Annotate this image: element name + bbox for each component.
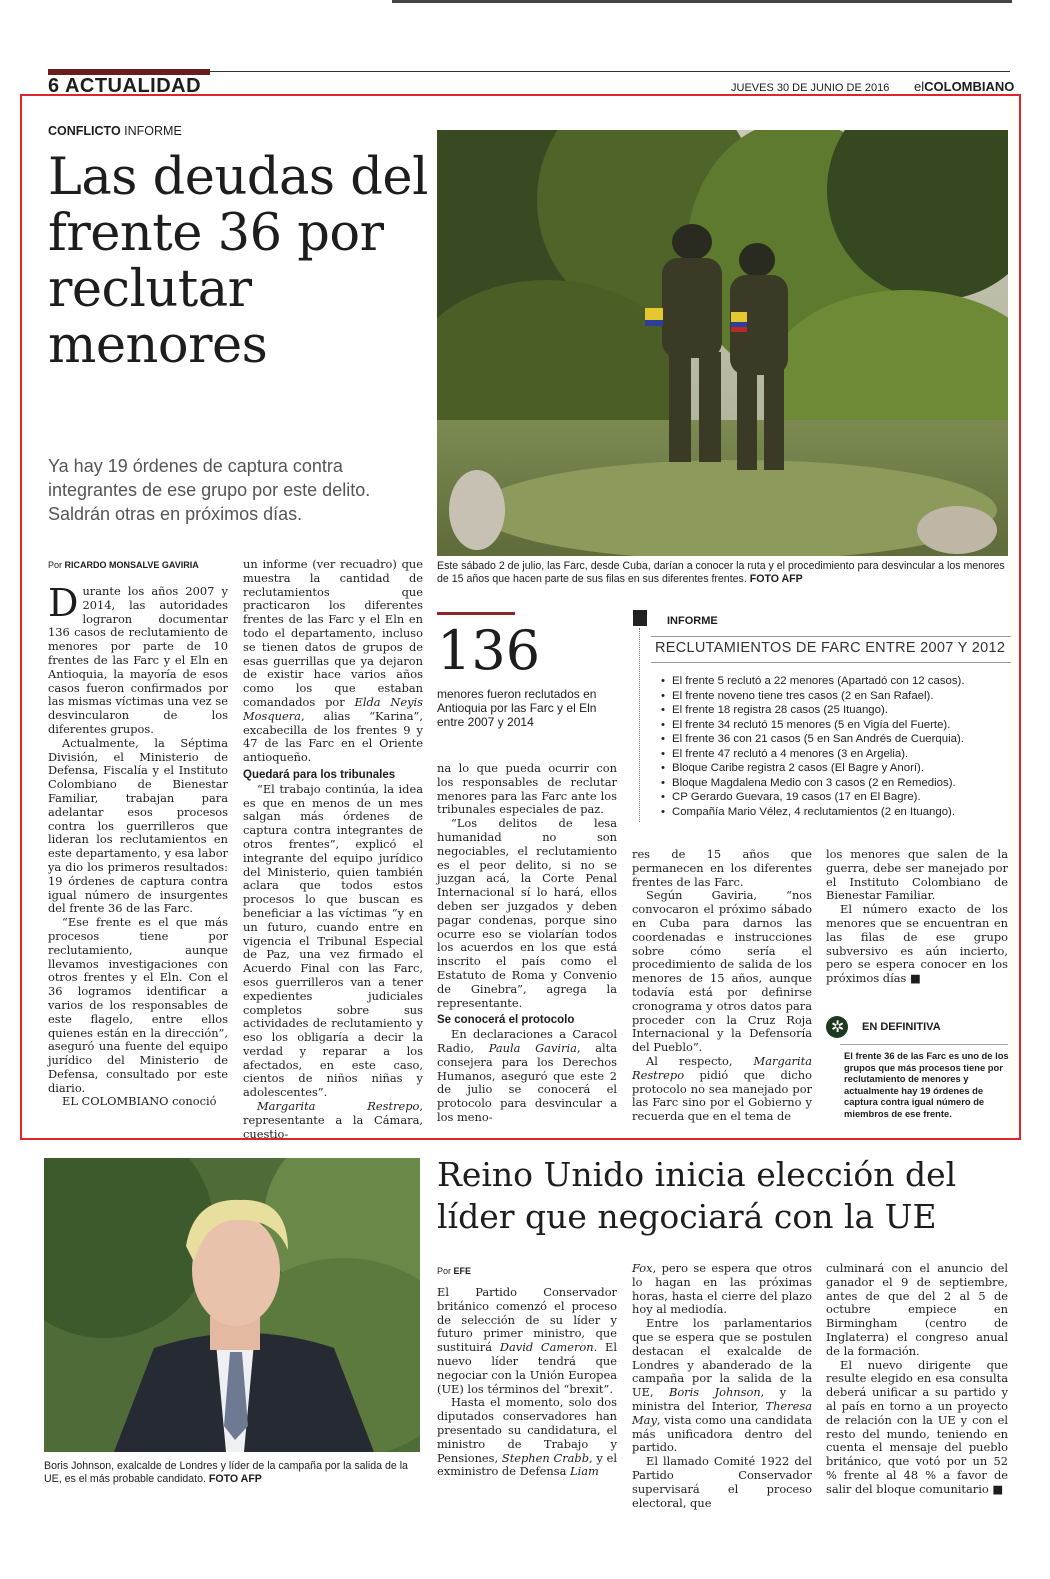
- list-item: • Bloque Caribe registra 2 casos (El Bagre y Anorí).: [661, 761, 1011, 776]
- article-column-1: Durante los años 2007 y 2014, las autoridades lograron documentar 136 casos de reclutamiento de menores por parte de 10 frentes de las Farc y el Eln en Antioquia, la mayoría de esos casos fueron confirmados por las mismas víctimas una vez se desvincularon de los diferentes grupos. Actualmente, la Séptima División, el Ministerio de Defensa, Fiscalía y el Instituto Colombiano de Bienestar Familiar, trabajan para adelantar esos procesos contra los guerrilleros que lideran los reclutamientos en este departamento, y esa labor ya dio los primeros resultados: 19 órdenes de captura contra igual número de insurgentes del frente 36 de las Farc. “Ese frente es el que más procesos tiene por reclutamiento, aunque llevamos investigaciones con otros frentes y el Eln. Con el 36 logramos identificar a varios de los responsables de este flagelo, entre ellos quienes están en la dirección”, aseguró una fuente del equipo jurídico del Ministerio de Defensa, consultado por este diario. EL COLOMBIANO conoció: [48, 581, 228, 1109]
- lead-text: urante los años 2007 y 2014, las autoridades lograron documentar 136 casos de reclutamiento de menores por parte de 10 frentes de las Farc y el Eln en Antioquia, la mayoría de esos casos fueron confirmados por las mismas víctimas una vez se desvincularon de los diferentes grupos.: [48, 584, 228, 736]
- list-item: • El frente 47 reclutó a 4 menores (3 en Argelia).: [661, 747, 1011, 762]
- section-name: ACTUALIDAD: [64, 75, 202, 97]
- article2-column-3: culminará con el anuncio del ganador el 9 de septiembre, antes de que del 2 al 5 de octubre empiece en Birmingham (centro de Inglaterra) el congreso anual de la formación. El nuevo dirigente que resulte elegido en esa consulta deberá unificar a su partido y al país en torno a un proyecto de relación con la UE y con el resto del mundo, teniendo en cuenta el mensaje del pueblo británico, que votó por un 52 % frente al 48 % a favor de salir del bloque comunitario ■: [826, 1261, 1008, 1496]
- page-number: 6: [48, 75, 60, 97]
- article-column-4: res de 15 años que permanecen en los diferentes frentes de las Farc. Según Gaviria, “nos convocaron el próximo sábado en Cuba para darnos las coordenadas e instrucciones sobre cómo sería el procedimiento de salida de los menores de 15 años, aunque todavía está por definirse cronograma y otros datos para proceder con la Cruz Roja Internacional y la Defensoría del Pueblo”. Al respecto, Margarita Restrepo pidió que dicho protocolo no sea manejado por las Farc sino por el Gobierno y recuerda que en el tema de: [632, 847, 812, 1124]
- list-item: • El frente 18 registra 28 casos (25 Ituango).: [661, 703, 1011, 718]
- boris-johnson-photo: [44, 1158, 420, 1452]
- issue-date: JUEVES 30 DE JUNIO DE 2016: [731, 82, 890, 94]
- definitiva-text: El frente 36 de las Farc es uno de los grupos que más procesos tiene por reclutamiento de menores y actualmente hay 19 órdenes de captura contra igual número de miembros de ese frente.: [844, 1050, 1009, 1119]
- photo-caption-2: Boris Johnson, exalcalde de Londres y líder de la campaña por la salida de la UE, es el más probable candidato. FOTO AFP: [44, 1460, 408, 1485]
- article2-column-2: Fox, pero se espera que otros lo hagan en las próximas horas, hasta el cierre del plazo hoy al mediodía. Entre los parlamentarios que se espera que se postulen destacan el exalcalde de Londres y abanderado de la campaña por la salida de la UE, Boris Johnson, y la ministra del Interior, Theresa May, vista como una candidata más unificadora dentro del partido. El llamado Comité 1922 del Partido Conservador supervisará el proceso electoral, que: [632, 1261, 812, 1510]
- list-item: • El frente noveno tiene tres casos (2 en San Rafael).: [661, 689, 1011, 704]
- headline-2: Reino Unido inicia elección del líder que negociará con la UE: [437, 1155, 957, 1236]
- list-item: • Bloque Magdalena Medio con 3 casos (2 en Remedios).: [661, 776, 1011, 791]
- masthead: elCOLOMBIANO: [914, 79, 1015, 94]
- article-column-2: un informe (ver recuadro) que muestra la cantidad de reclutamientos que practicaron los diferentes frentes de las Farc y el Eln en todo el departamento, incluso se tienen datos de grupos de esas guerrillas que ya dejaron de existir hace varios años como los que estaban comandados por Elda Neyis Mosquera, alias “Karina”, excabecilla de los frentes 9 y 47 de las Farc en el Oriente antioqueño. Quedará para los tribunales “El trabajo continúa, la idea es que en menos de un mes salgan más órdenes de captura contra integrantes de otros frentes”, explicó el integrante del equipo jurídico del Ministerio, quien también aclara que todos estos procesos lo que buscan es beneficiar a las víctimas “y en un futuro, cuando entre en vigencia el Tribunal Especial de Paz, una vez firmado el Acuerdo Final con las Farc, esos guerrilleros van a tener expedientes judiciales completos sobre sus actividades de reclutamiento y eso los obligaría a decir la verdad y reparar a los afectados, en este caso, cientos de niños niñas y adolescentes”. Margarita Restrepo, representante a la Cámara, cuestio-: [243, 557, 423, 1141]
- subhead-tribunales: Quedará para los tribunales: [243, 768, 396, 781]
- byline-2: Por EFE: [437, 1266, 472, 1276]
- article-column-5: los menores que salen de la guerra, debe ser manejado por el Instituto Colombiano de Bienestar Familiar. El número exacto de los menores que se encuentran en las filas de ese grupo subversivo es aún incierto, pero se espera conocer en los próximos días ■: [826, 847, 1008, 986]
- list-item: • El frente 5 reclutó a 22 menores (Apartadó con 12 casos).: [661, 674, 1011, 689]
- lead-paragraph: [48, 581, 228, 737]
- informe-box: [633, 610, 1011, 822]
- soldiers-photo: [437, 130, 1008, 556]
- article-column-3: na lo que pueda ocurrir con los responsables de reclutar menores para las Farc ante los tribunales especiales de paz. “Los delitos de lesa humanidad no son negociables, el reclutamiento es el peor delito, si no se juzgan acá, la Corte Penal Internacional sí lo hará, ellos deben ser juzgados y deben pagar condenas, porque sino ocurre eso se violarían todos los acuerdos en los que está inscrito el país como el Estatuto de Roma y Convenio de Ginebra”, agrega la representante. Se conocerá el protocolo En declaraciones a Caracol Radio, Paula Gaviria, alta consejera para los Derechos Humanos, aseguró que este 2 de julio se conocerá el protocolo para desvincular a los meno-: [437, 761, 617, 1124]
- stat-text: menores fueron reclutados en Antioquia por las Farc y el Eln entre 2007 y 2014: [437, 687, 597, 729]
- deck: Ya hay 19 órdenes de captura contra integrantes de ese grupo por este delito. Saldrán otras en próximos días.: [48, 456, 371, 524]
- drop-cap: D: [48, 581, 79, 625]
- informe-list: [661, 674, 1011, 819]
- byline: Por RICARDO MONSALVE GAVIRIA: [48, 560, 199, 570]
- en-definitiva-box: [826, 1016, 1008, 1126]
- end-mark-2: ■: [992, 1481, 1004, 1496]
- informe-title: RECLUTAMIENTOS DE FARC ENTRE 2007 Y 2012: [655, 640, 1006, 656]
- page-header: [48, 67, 1015, 97]
- list-item: • El frente 34 reclutó 15 menores (5 en Vigía del Fuerte).: [661, 718, 1011, 733]
- informe-label: INFORME: [667, 615, 718, 627]
- headline: Las deudas del frente 36 por reclutar menores: [48, 148, 428, 375]
- definitiva-label: EN DEFINITIVA: [862, 1021, 941, 1033]
- article2-column-1: El Partido Conservador británico comenzó el proceso de selección de su líder y futuro primer ministro, que sustituirá David Cameron. El nuevo líder tendrá que negociar con la Unión Europea (UE) los términos del “brexit”. Hasta el momento, solo dos diputados conservadores han presentado su candidatura, el ministro de Trabajo y Pensiones, Stephen Crabb, y el exministro de Defensa Liam: [437, 1285, 618, 1479]
- kicker: CONFLICTO INFORME: [48, 124, 182, 138]
- photo-caption: Este sábado 2 de julio, las Farc, desde Cuba, darían a conocer la ruta y el procedimiento para desvincular a los menores de 15 años que hacen parte de sus filas en sus diferentes frentes. FOTO AFP: [437, 560, 1005, 585]
- stat-number: 136: [437, 619, 541, 682]
- document-icon: [633, 610, 647, 626]
- subhead-protocolo: Se conocerá el protocolo: [437, 1014, 575, 1027]
- list-item: • El frente 36 con 21 casos (5 en San Andrés de Cuerquia).: [661, 732, 1011, 747]
- list-item: • Compañía Mario Vélez, 4 reclutamientos (2 en Ituango).: [661, 805, 1011, 820]
- asterisk-icon: ✲: [826, 1016, 848, 1038]
- list-item: • CP Gerardo Guevara, 19 casos (17 en El Bagre).: [661, 790, 1011, 805]
- end-mark: ■: [909, 971, 921, 986]
- stat-box: [437, 612, 617, 729]
